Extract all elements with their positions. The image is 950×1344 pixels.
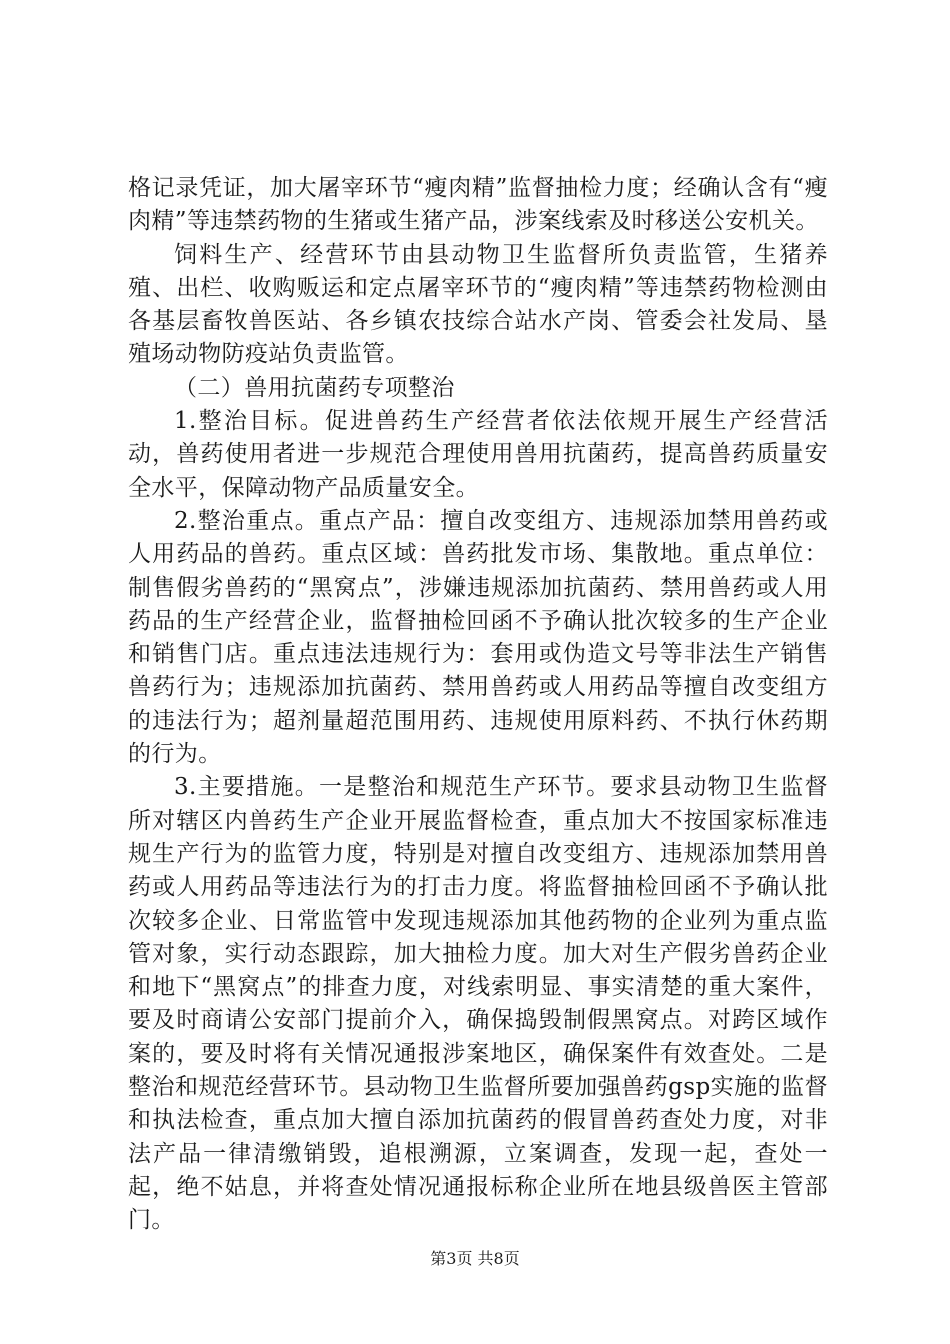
page-number-footer: 第3页 共8页	[430, 1249, 520, 1268]
document-body	[128, 172, 828, 1238]
paragraph-target: 1.整治目标。促进兽药生产经营者依法依规开展生产经营活动，兽药使用者进一步规范合理使用兽用抗菌药，提高兽药质量安全水平，保障动物产品质量安全。	[128, 408, 828, 501]
paragraph-measures: 3.主要措施。一是整治和规范生产环节。要求县动物卫生监督所对辖区内兽药生产企业开展监督检查，重点加大不按国家标准违规生产行为的监管力度，特别是对擅自改变组方、违规添加禁用兽药或人用药品等违法行为的打击力度。将监督抽检回函不予确认批次较多企业、日常监管中发现违规添加其他药物的企业列为重点监管对象，实行动态跟踪，加大抽检力度。加大对生产假劣兽药企业和地下“黑窝点”的排查力度，对线索明显、事实清楚的重大案件，要及时商请公安部门提前介入，确保捣毁制假黑窝点。对跨区域作案的，要及时将有关情况通报涉案地区，确保案件有效查处。二是整治和规范经营环节。县动物卫生监督所要加强兽药gsp实施的监督和执法检查，重点加大擅自添加抗菌药的假冒兽药查处力度，对非法产品一律清缴销毁，追根溯源，立案调查，发现一起，查处一起，绝不姑息，并将查处情况通报标称企业所在地县级兽医主管部门。	[128, 774, 828, 1234]
section-heading: （二）兽用抗菌药专项整治	[174, 374, 455, 401]
paragraph-feed-supervision: 饲料生产、经营环节由县动物卫生监督所负责监管，生猪养殖、出栏、收购贩运和定点屠宰环节的“瘦肉精”等违禁药物检测由各基层畜牧兽医站、各乡镇农技综合站水产岗、管委会社发局、垦殖场动物防疫站负责监管。	[128, 241, 828, 368]
paragraph-continuation: 格记录凭证，加大屠宰环节“瘦肉精”监督抽检力度；经确认含有“瘦肉精”等违禁药物的生猪或生猪产品，涉案线索及时移送公安机关。	[128, 175, 828, 235]
paragraph-focus: 2.整治重点。重点产品：擅自改变组方、违规添加禁用兽药或人用药品的兽药。重点区域：兽药批发市场、集散地。重点单位：制售假劣兽药的“黑窝点”，涉嫌违规添加抗菌药、禁用兽药或人用药品的生产经营企业，监督抽检回函不予确认批次较多的生产企业和销售门店。重点违法违规行为：套用或伪造文号等非法生产销售兽药行为；违规添加抗菌药、禁用兽药或人用药品等擅自改变组方的违法行为；超剂量超范围用药、违规使用原料药、不执行休药期的行为。	[128, 507, 828, 768]
